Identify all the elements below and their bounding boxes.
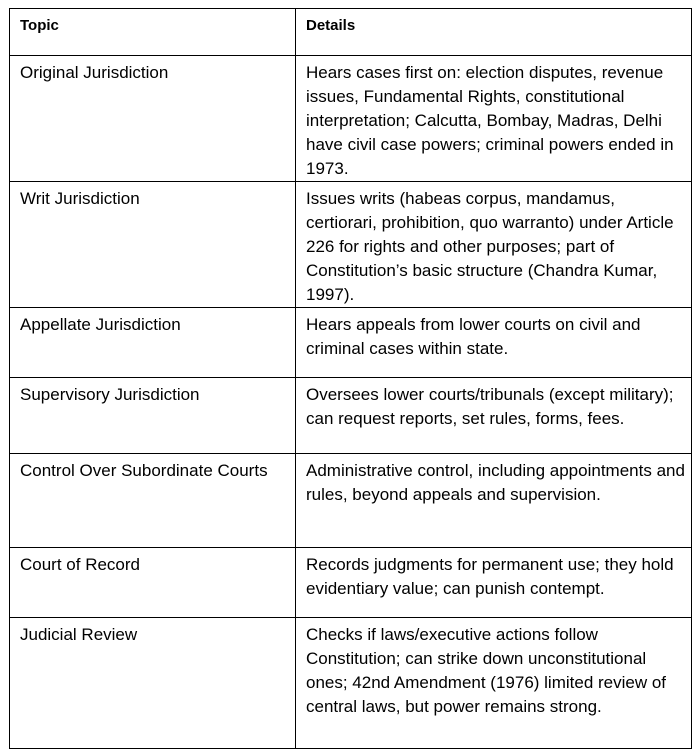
table-row: [10, 308, 692, 378]
table-row: [10, 182, 692, 308]
topic-cell: Supervisory Jurisdiction: [10, 378, 296, 454]
table-row: [10, 618, 692, 749]
table-header-row: [10, 9, 692, 56]
details-cell: Records judgments for permanent use; they hold evidentiary value; can punish contempt.: [296, 548, 692, 618]
header-details: Details: [296, 9, 692, 56]
topic-cell: Original Jurisdiction: [10, 56, 296, 182]
details-cell: Administrative control, including appointments and rules, beyond appeals and supervision.: [296, 454, 692, 548]
header-topic: Topic: [10, 9, 296, 56]
topic-cell: Appellate Jurisdiction: [10, 308, 296, 378]
table-row: [10, 378, 692, 454]
topic-cell: Control Over Subordinate Courts: [10, 454, 296, 548]
table-row: [10, 454, 692, 548]
details-cell: Hears appeals from lower courts on civil and criminal cases within state.: [296, 308, 692, 378]
topic-cell: Writ Jurisdiction: [10, 182, 296, 308]
details-cell: Hears cases first on: election disputes, revenue issues, Fundamental Rights, constitutional interpretation; Calcutta, Bombay, Madras, Delhi have civil case powers; criminal powers ended in 1973.: [296, 56, 692, 182]
details-cell: Checks if laws/executive actions follow Constitution; can strike down unconstitutional ones; 42nd Amendment (1976) limited review of central laws, but power remains strong.: [296, 618, 692, 749]
table-row: [10, 56, 692, 182]
table-row: [10, 548, 692, 618]
topic-cell: Judicial Review: [10, 618, 296, 749]
details-cell: Issues writs (habeas corpus, mandamus, certiorari, prohibition, quo warranto) under Article 226 for rights and other purposes; part of Constitution’s basic structure (Chandra Kumar, 1997).: [296, 182, 692, 308]
details-cell: Oversees lower courts/tribunals (except military); can request reports, set rules, forms, fees.: [296, 378, 692, 454]
topic-cell: Court of Record: [10, 548, 296, 618]
jurisdiction-table: [9, 8, 692, 749]
